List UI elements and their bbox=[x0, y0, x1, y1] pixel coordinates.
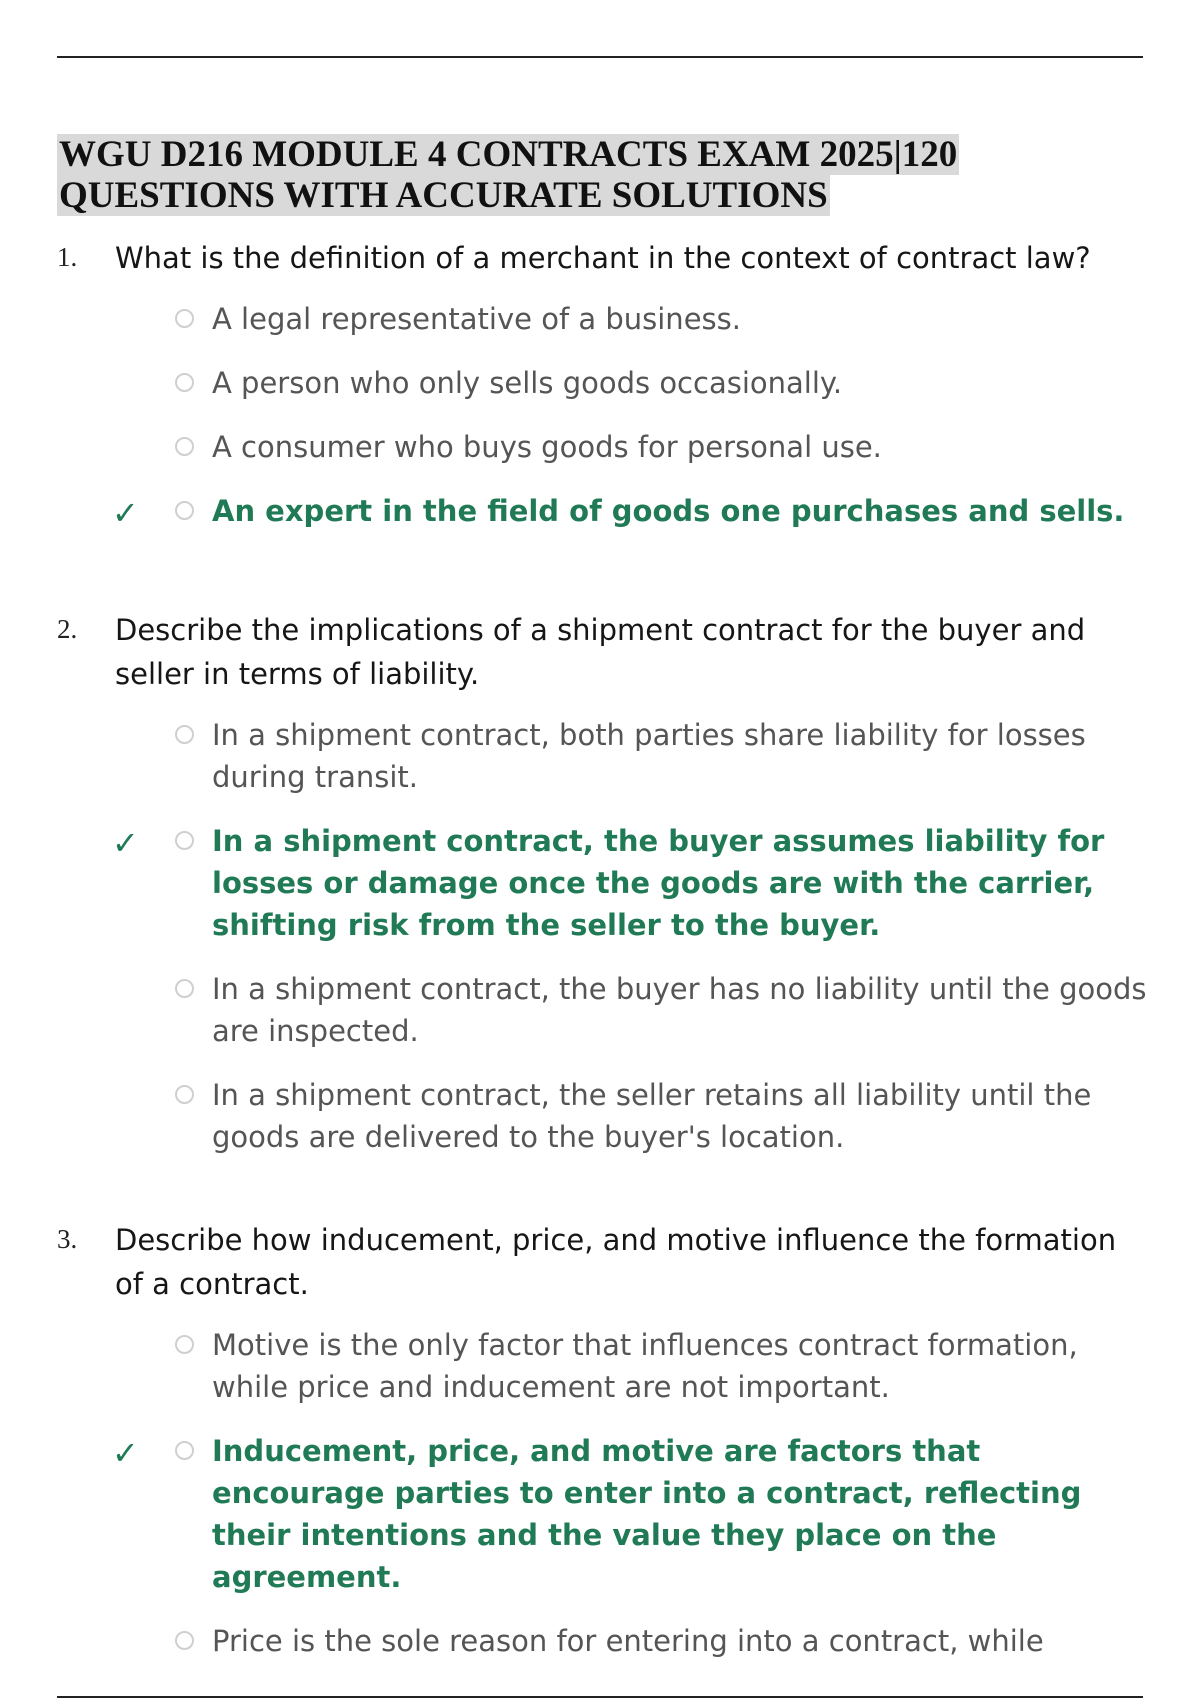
radio-icon[interactable] bbox=[175, 1441, 194, 1460]
answer-option-text: A legal representative of a business. bbox=[212, 302, 741, 336]
radio-icon[interactable] bbox=[175, 309, 194, 328]
top-rule bbox=[57, 56, 1143, 58]
question-text: Describe how inducement, price, and motive influence the formation of a contract. bbox=[115, 1223, 1117, 1301]
answer-option-text: In a shipment contract, the buyer has no liability until the goods are inspected. bbox=[212, 972, 1147, 1048]
answer-option-text: An expert in the field of goods one purchases and sells. bbox=[212, 494, 1125, 528]
check-icon: ✓ bbox=[112, 494, 139, 532]
document-title bbox=[57, 134, 959, 216]
answer-option-text: In a shipment contract, the seller retains all liability until the goods are delivered to the buyer's location. bbox=[212, 1078, 1092, 1154]
title-line-1: WGU D216 MODULE 4 CONTRACTS EXAM 2025|120 bbox=[59, 134, 958, 175]
radio-icon[interactable] bbox=[175, 831, 194, 850]
answer-options bbox=[57, 298, 1147, 532]
correct-answer-option[interactable] bbox=[57, 490, 1147, 532]
answer-option[interactable] bbox=[57, 1620, 1147, 1662]
answer-option-text: Motive is the only factor that influences contract formation, while price and inducement are not important. bbox=[212, 1328, 1078, 1404]
radio-icon[interactable] bbox=[175, 1335, 194, 1354]
answer-options bbox=[57, 1324, 1147, 1662]
question-number: 2. bbox=[57, 614, 78, 644]
question-text: Describe the implications of a shipment contract for the buyer and seller in terms of liability. bbox=[115, 613, 1086, 691]
answer-option[interactable] bbox=[57, 426, 1147, 468]
bottom-rule bbox=[57, 1696, 1143, 1698]
answer-option[interactable] bbox=[57, 298, 1147, 340]
radio-icon[interactable] bbox=[175, 1631, 194, 1650]
question-number: 3. bbox=[57, 1224, 78, 1254]
correct-answer-option[interactable] bbox=[57, 820, 1147, 946]
radio-icon[interactable] bbox=[175, 373, 194, 392]
answer-option[interactable] bbox=[57, 968, 1147, 1052]
question-number: 1. bbox=[57, 242, 78, 272]
answer-option-text: A person who only sells goods occasionally. bbox=[212, 366, 843, 400]
question-1 bbox=[57, 236, 1147, 554]
radio-icon[interactable] bbox=[175, 979, 194, 998]
answer-option-text: Price is the sole reason for entering into a contract, while bbox=[212, 1624, 1044, 1658]
correct-answer-option[interactable] bbox=[57, 1430, 1147, 1598]
check-icon: ✓ bbox=[112, 1434, 139, 1472]
radio-icon[interactable] bbox=[175, 501, 194, 520]
radio-icon[interactable] bbox=[175, 1085, 194, 1104]
answer-option[interactable] bbox=[57, 1074, 1147, 1158]
radio-icon[interactable] bbox=[175, 437, 194, 456]
answer-option-text: Inducement, price, and motive are factors that encourage parties to enter into a contract, reflecting their intentions and the value they place on the agreement. bbox=[212, 1434, 1082, 1594]
check-icon: ✓ bbox=[112, 824, 139, 862]
radio-icon[interactable] bbox=[175, 725, 194, 744]
question-3 bbox=[57, 1218, 1147, 1684]
question-text: What is the definition of a merchant in the context of contract law? bbox=[115, 241, 1091, 275]
answer-option-text: In a shipment contract, both parties share liability for losses during transit. bbox=[212, 718, 1086, 794]
answer-options bbox=[57, 714, 1147, 1158]
answer-option-text: In a shipment contract, the buyer assumes liability for losses or damage once the goods are with the carrier, shifting risk from the seller to the buyer. bbox=[212, 824, 1105, 942]
answer-option-text: A consumer who buys goods for personal use. bbox=[212, 430, 882, 464]
answer-option[interactable] bbox=[57, 362, 1147, 404]
answer-option[interactable] bbox=[57, 1324, 1147, 1408]
title-line-2: QUESTIONS WITH ACCURATE SOLUTIONS bbox=[59, 175, 828, 216]
answer-option[interactable] bbox=[57, 714, 1147, 798]
question-2 bbox=[57, 608, 1147, 1180]
